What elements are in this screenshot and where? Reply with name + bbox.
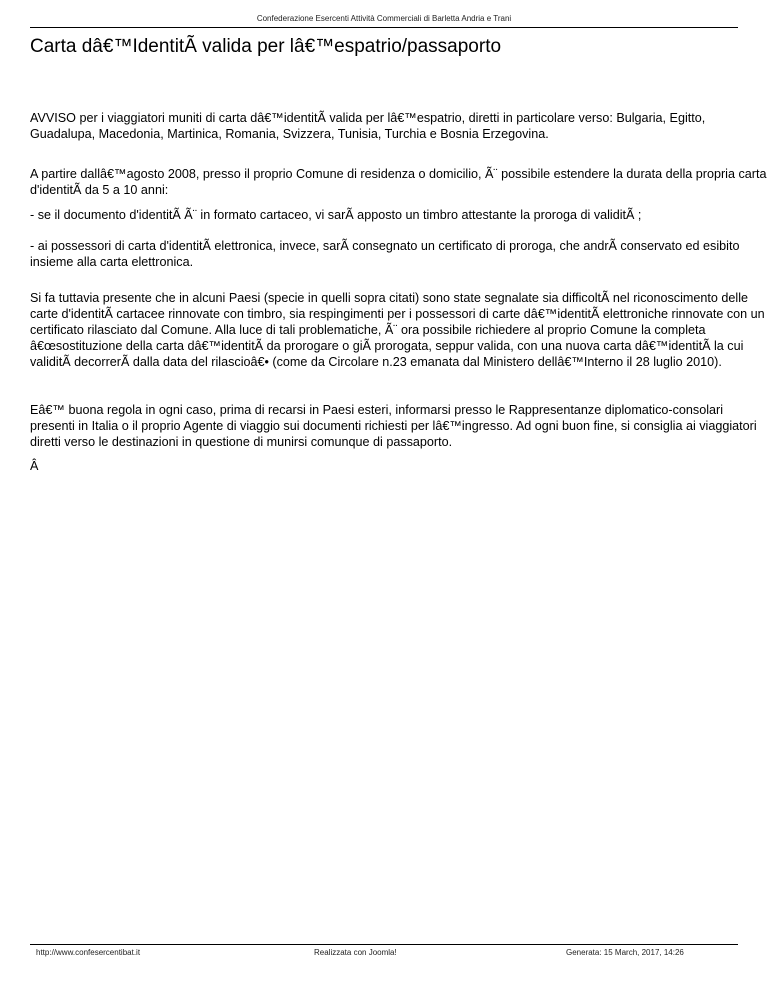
footer-generated-date: Generata: 15 March, 2017, 14:26 xyxy=(566,948,684,957)
page-header: Confederazione Esercenti Attività Commerciali di Barletta Andria e Trani xyxy=(256,14,512,23)
footer-credit: Realizzata con Joomla! xyxy=(314,948,397,957)
article-paragraph: Eâ€™ buona regola in ogni caso, prima di recarsi in Paesi esteri, informarsi presso le Rappresentanze diplomatico-consolari presenti in Italia o il proprio Agente di viaggio sui documenti richiesti per lâ€™ingresso. Ad ogni buon fine, si consiglia ai viaggiatori diretti verso le destinazioni in questione di munirsi comunque di passaporto. xyxy=(30,403,757,449)
header-divider xyxy=(30,27,738,28)
footer-url: http://www.confesercentibat.it xyxy=(36,948,141,957)
article-paragraph: AVVISO per i viaggiatori muniti di carta dâ€™identitÃ valida per lâ€™espatrio, diretti in particolare verso: Bulgaria, Egitto, Guadalupa, Macedonia, Martinica, Romania, Svizzera, Tunisia, Turchia e Bosnia Erzegovina. xyxy=(30,111,706,141)
article-list-item: - se il documento d'identitÃ Ã¨ in formato cartaceo, vi sarÃ apposto un timbro attestante la proroga di validitÃ ; xyxy=(30,208,642,222)
footer-divider xyxy=(30,944,738,945)
article-title: Carta dâ€™IdentitÃ valida per lâ€™espatrio/passaporto xyxy=(30,36,502,57)
article-paragraph: A partire dallâ€™agosto 2008, presso il proprio Comune di residenza o domicilio, Ã¨ possibile estendere la durata della propria carta d'identitÃ da 5 a 10 anni: xyxy=(30,167,767,197)
article-paragraph: Â xyxy=(30,459,39,473)
article-paragraph: Si fa tuttavia presente che in alcuni Paesi (specie in quelli sopra citati) sono state segnalate sia difficoltÃ nel riconoscimento delle carte d'identitÃ cartacee rinnovate con timbro, sia respingimenti per i possessori di carte dâ€™identitÃ elettroniche rinnovate con un certificato rilasciato dal Comune. Alla luce di tali problematiche, Ã¨ ora possibile richiedere al proprio Comune la completa â€œsostituzione della carta dâ€™identitÃ da prorogare o giÃ prorogata, seppur valida, con una nuova carta dâ€™identitÃ la cui validitÃ decorrerÃ dalla data del rilascioâ€• (come da Circolare n.23 emanata dal Ministero dellâ€™Interno il 28 luglio 2010). xyxy=(30,291,765,369)
article-list-item: - ai possessori di carta d'identitÃ elettronica, invece, sarÃ consegnato un certificato di proroga, che andrÃ conservato ed esibito insieme alla carta elettronica. xyxy=(30,239,740,269)
